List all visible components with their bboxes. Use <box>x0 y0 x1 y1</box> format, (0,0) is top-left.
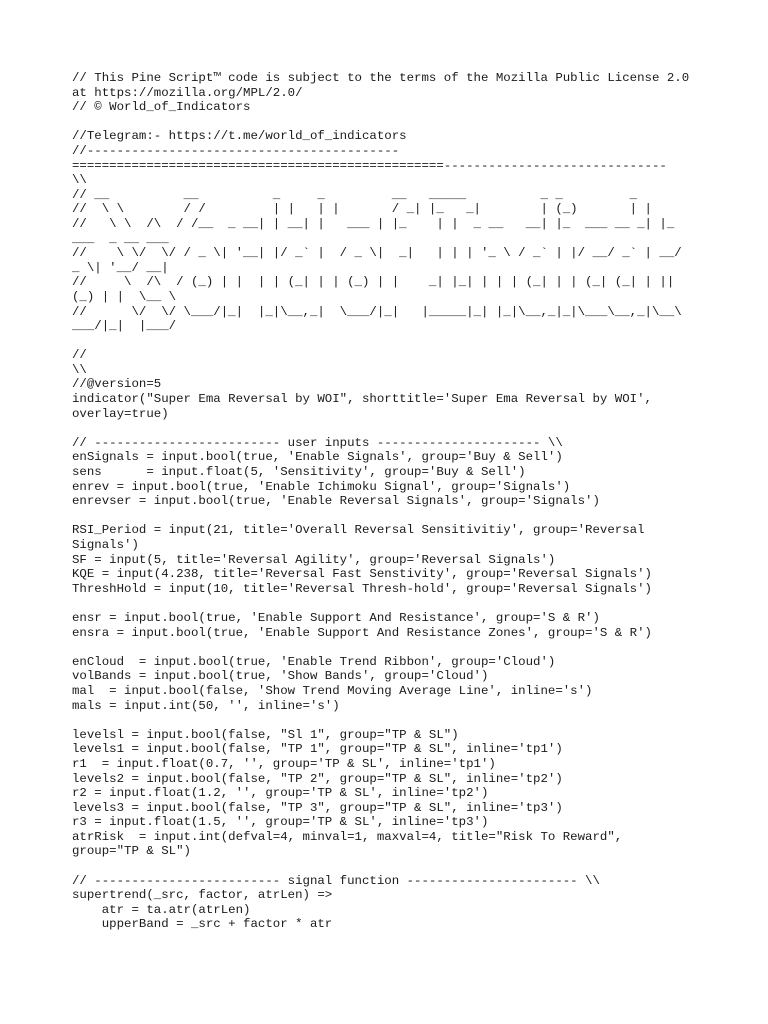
code-line <box>72 509 698 524</box>
code-line: atrRisk = input.int(defval=4, minval=1, maxval=4, title="Risk To Reward", <box>72 829 623 844</box>
code-line: //@version=5 <box>72 377 162 392</box>
code-line: KQE = input(4.238, title='Reversal Fast Senstivity', group='Reversal Signals') <box>72 567 652 582</box>
code-line: (_) | | \__ \ <box>72 289 177 304</box>
code-line: RSI_Period = input(21, title='Overall Reversal Sensitivitiy', group='Reversal <box>72 523 645 538</box>
code-line: // \ \/ \/ / _ \| '__| |/ _` | / _ \| _| | | | '_ \ / _` | |/ __/ _` | __/ <box>72 246 682 261</box>
code-line: ==================================================------------------------------ <box>72 158 667 173</box>
code-line: r3 = input.float(1.5, '', group='TP & SL', inline='tp3') <box>72 815 489 830</box>
code-line: // __ __ _ _ __ _____ _ _ _ <box>72 187 638 202</box>
code-line: enSignals = input.bool(true, 'Enable Signals', group='Buy & Sell') <box>72 450 563 465</box>
code-line: sens = input.float(5, 'Sensitivity', group='Buy & Sell') <box>72 465 526 480</box>
code-line: r2 = input.float(1.2, '', group='TP & SL', inline='tp2') <box>72 786 489 801</box>
code-line: mal = input.bool(false, 'Show Trend Moving Average Line', inline='s') <box>72 683 593 698</box>
code-line: ___ _ __ ___ <box>72 231 169 246</box>
code-line: atr = ta.atr(atrLen) <box>72 902 251 917</box>
code-line: supertrend(_src, factor, atrLen) => <box>72 888 333 903</box>
code-line: ___/|_| |___/ <box>72 319 177 334</box>
code-line: ensra = input.bool(true, 'Enable Support And Resistance Zones', group='S & R') <box>72 625 652 640</box>
code-line <box>72 859 698 874</box>
code-line: Signals') <box>72 538 139 552</box>
code-line: // ------------------------- signal function ----------------------- \\ <box>72 873 600 888</box>
code-line: // \ /\ / (_) | | | | (_| | | (_) | | _| |_| | | | (_| | | (_| (_| | || <box>72 275 675 290</box>
code-line: at https://mozilla.org/MPL/2.0/ <box>72 85 303 100</box>
code-line: _ \| '__/ __| <box>72 260 169 275</box>
code-line: volBands = input.bool(true, 'Show Bands', group='Cloud') <box>72 669 489 684</box>
code-line: SF = input(5, title='Reversal Agility', group='Reversal Signals') <box>72 552 556 567</box>
code-line: enrevser = input.bool(true, 'Enable Reversal Signals', group='Signals') <box>72 494 600 509</box>
code-line: // \/ \/ \___/|_| |_|\__,_| \___/|_| |_____|_| |_|\__,_|_|\___\__,_|\__\ <box>72 304 682 319</box>
code-line: levels1 = input.bool(false, "TP 1", group="TP & SL", inline='tp1') <box>72 742 563 757</box>
code-line: // ------------------------- user inputs ---------------------- \\ <box>72 435 563 450</box>
code-listing <box>72 71 698 932</box>
code-line: overlay=true) <box>72 406 169 421</box>
code-line: enCloud = input.bool(true, 'Enable Trend Ribbon', group='Cloud') <box>72 654 556 669</box>
code-line <box>72 421 698 436</box>
code-line <box>72 115 698 130</box>
code-line: // \ \ / / | | | | / _| |_ _| | (_) | | <box>72 202 652 217</box>
code-line <box>72 713 698 728</box>
code-line <box>72 640 698 655</box>
code-line: // \ \ /\ / /__ _ __| | __| | ___ | |_ | | _ __ __| |_ ___ __ _| |_ <box>72 216 675 231</box>
code-line: upperBand = _src + factor * atr <box>72 917 333 932</box>
code-line: \\ <box>72 362 87 377</box>
code-line: \\ <box>72 173 87 188</box>
code-line <box>72 334 698 349</box>
code-line: ensr = input.bool(true, 'Enable Support And Resistance', group='S & R') <box>72 610 600 625</box>
code-line: levelsl = input.bool(false, "Sl 1", group="TP & SL") <box>72 727 459 742</box>
code-line: levels2 = input.bool(false, "TP 2", group="TP & SL", inline='tp2') <box>72 771 563 786</box>
code-line: //------------------------------------------ <box>72 143 400 158</box>
code-line: r1 = input.float(0.7, '', group='TP & SL', inline='tp1') <box>72 756 496 771</box>
code-line: ThreshHold = input(10, title='Reversal Thresh-hold', group='Reversal Signals') <box>72 581 652 596</box>
code-line: //Telegram:- https://t.me/world_of_indicators <box>72 129 407 144</box>
code-line: indicator("Super Ema Reversal by WOI", shorttitle='Super Ema Reversal by WOI', <box>72 392 652 407</box>
code-line: group="TP & SL") <box>72 844 191 859</box>
code-line: mals = input.int(50, '', inline='s') <box>72 698 340 713</box>
code-line: // © World_of_Indicators <box>72 100 251 115</box>
code-line <box>72 596 698 611</box>
code-line: enrev = input.bool(true, 'Enable Ichimoku Signal', group='Signals') <box>72 479 571 494</box>
code-line: // <box>72 348 87 363</box>
code-line: // This Pine Script™ code is subject to the terms of the Mozilla Public License 2.0 <box>72 71 690 85</box>
code-line: levels3 = input.bool(false, "TP 3", group="TP & SL", inline='tp3') <box>72 800 563 815</box>
